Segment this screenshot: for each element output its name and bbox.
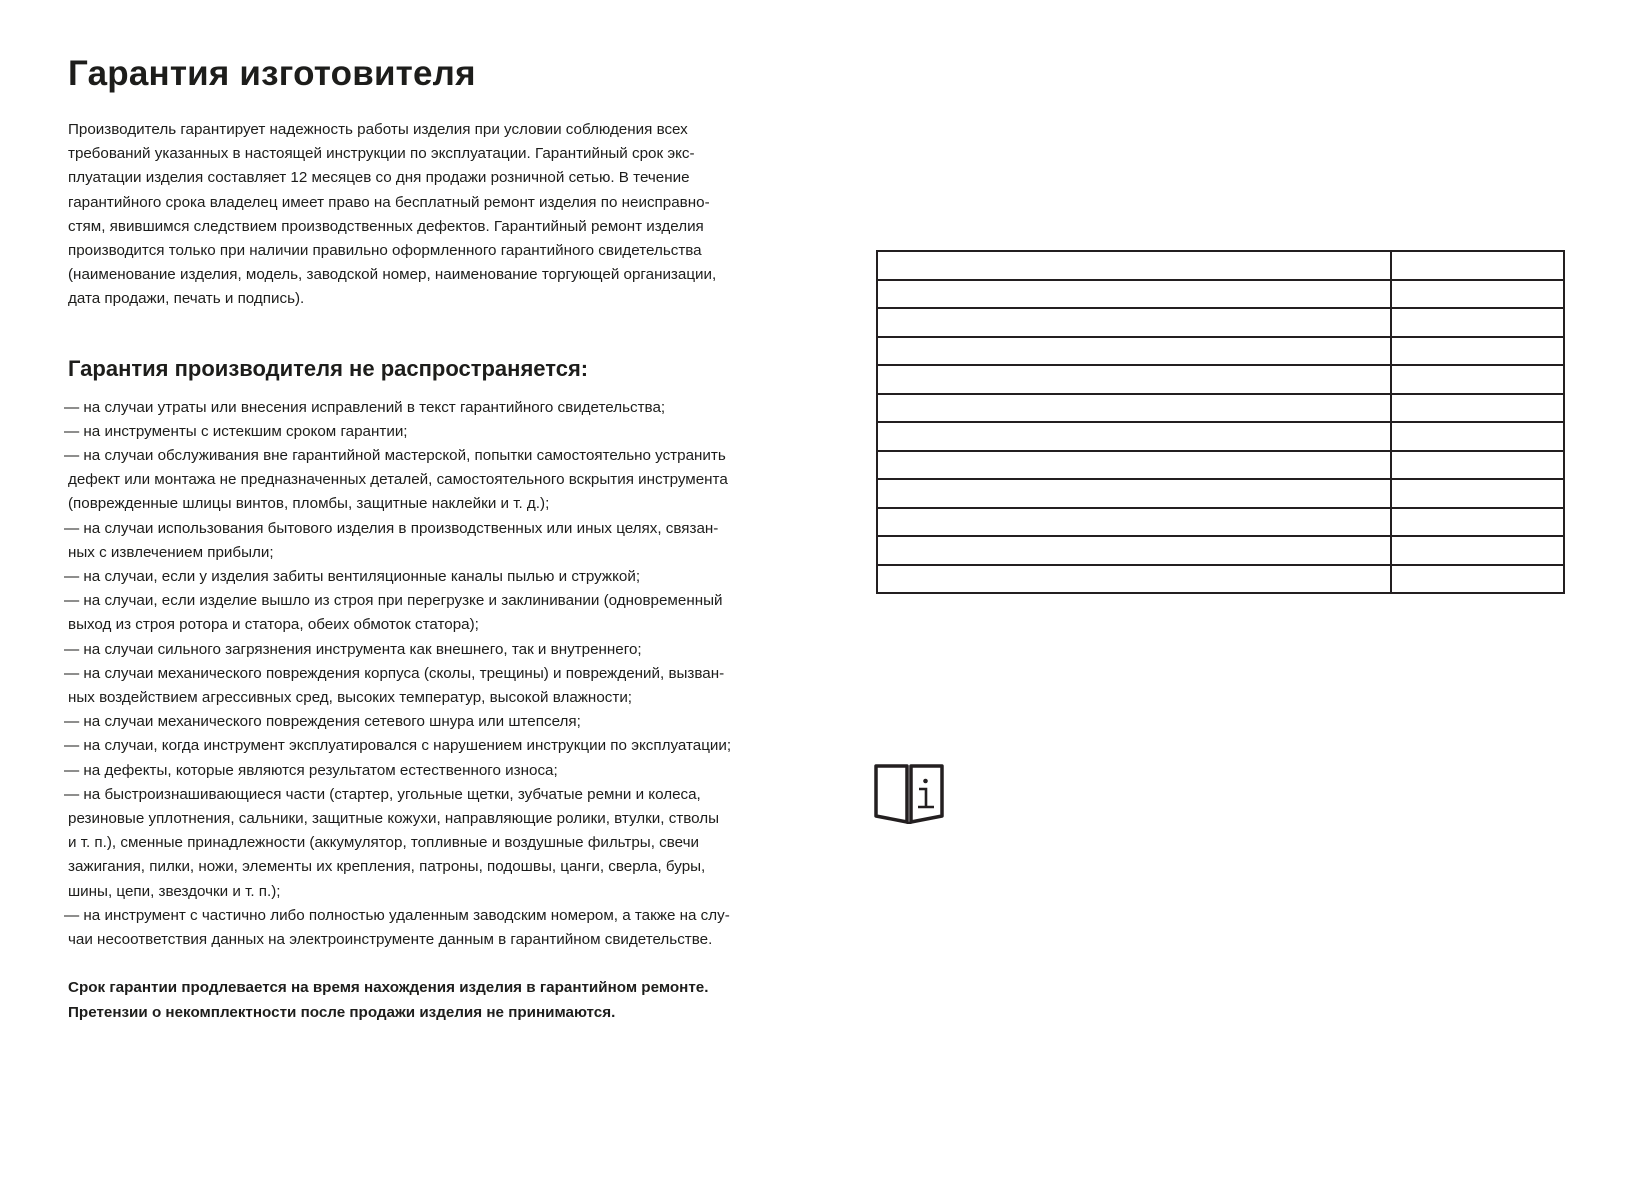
table-row (877, 280, 1564, 309)
exclusion-item: — на случаи механического повреждения сетевого шнура или штепселя; (64, 713, 581, 731)
exclusion-line-continuation: чаи несоответствия данных на электроинструменте данным в гарантийном свидетельстве. (68, 931, 713, 949)
table-row (877, 251, 1564, 280)
record-cell-description (877, 422, 1391, 451)
service-record-table (876, 250, 1565, 594)
notes-block (68, 976, 768, 1024)
record-cell-mark (1391, 280, 1565, 309)
warranty-section (64, 50, 768, 1025)
exclusion-line-continuation: шины, цепи, звездочки и т. п.); (68, 882, 281, 900)
exclusion-item: — на дефекты, которые являются результатом естественного износа; (64, 761, 558, 779)
exclusion-line-continuation: выход из строя ротора и статора, обеих обмоток статора); (68, 616, 479, 634)
record-cell-mark (1391, 479, 1565, 508)
table-row (877, 337, 1564, 366)
intro-paragraph (68, 118, 768, 312)
exclusion-line-continuation: резиновые уплотнения, сальники, защитные кожухи, направляющие ролики, втулки, стволы (68, 810, 720, 828)
intro-line: (наименование изделия, модель, заводской номер, наименование торгующей организации, (68, 266, 717, 284)
exclusion-line-continuation: дефект или монтажа не предназначенных деталей, самостоятельного вскрытия инструмента (68, 471, 728, 489)
table-row (877, 451, 1564, 480)
exclusion-item: — на быстроизнашивающиеся части (стартер, угольные щетки, зубчатые ремни и колеса, (64, 785, 701, 803)
exclusion-item: — на инструменты с истекшим сроком гарантии; (64, 422, 408, 440)
record-cell-mark (1391, 536, 1565, 565)
record-cell-mark (1391, 394, 1565, 423)
exclusion-line-continuation: ных воздействием агрессивных сред, высоких температур, высокой влажности; (68, 689, 633, 707)
exclusion-item: — на случаи утраты или внесения исправлений в текст гарантийного свидетельства; (64, 398, 666, 416)
record-cell-mark (1391, 565, 1565, 594)
record-cell-mark (1391, 365, 1565, 394)
record-cell-mark (1391, 308, 1565, 337)
intro-line: производится только при наличии правильно оформленного гарантийного свидетельства (68, 242, 702, 260)
table-row (877, 308, 1564, 337)
table-row (877, 508, 1564, 537)
table-row (877, 365, 1564, 394)
page-title: Гарантия изготовителя (68, 54, 476, 93)
exclusion-line-continuation: и т. п.), сменные принадлежности (аккумулятор, топливные и воздушные фильтры, свечи (68, 834, 699, 852)
open-book-info-icon (874, 764, 944, 824)
table-row (877, 394, 1564, 423)
intro-line: Производитель гарантирует надежность работы изделия при условии соблюдения всех (68, 121, 688, 138)
exclusion-item: — на инструмент с частично либо полностью удаленным заводским номером, а также на слу- (64, 906, 730, 924)
exclusion-line-continuation: (поврежденные шлицы винтов, пломбы, защитные наклейки и т. д.); (68, 495, 550, 513)
record-cell-mark (1391, 451, 1565, 480)
exclusions-list (64, 396, 768, 953)
exclusion-line-continuation: ных с извлечением прибыли; (68, 543, 274, 561)
intro-line: гарантийного срока владелец имеет право на бесплатный ремонт изделия по неисправно- (68, 193, 710, 211)
record-cell-description (877, 365, 1391, 394)
record-cell-mark (1391, 251, 1565, 280)
table-row (877, 479, 1564, 508)
table-row (877, 422, 1564, 451)
exclusion-item: — на случаи сильного загрязнения инструмента как внешнего, так и внутреннего; (64, 640, 642, 658)
note-completeness-claims: Претензии о некомплектности после продажи изделия не принимаются. (68, 1003, 616, 1021)
record-cell-mark (1391, 337, 1565, 366)
note-warranty-extension: Срок гарантии продлевается на время нахождения изделия в гарантийном ремонте. (68, 979, 709, 997)
record-cell-description (877, 251, 1391, 280)
record-cell-description (877, 508, 1391, 537)
record-cell-mark (1391, 508, 1565, 537)
intro-line: дата продажи, печать и подпись). (68, 290, 305, 308)
exclusion-item: — на случаи, когда инструмент эксплуатировался с нарушением инструкции по эксплуатации; (64, 737, 732, 755)
exclusion-item: — на случаи механического повреждения корпуса (сколы, трещины) и повреждений, вызван- (64, 664, 725, 682)
exclusion-item: — на случаи использования бытового изделия в производственных или иных целях, связан- (64, 519, 719, 537)
record-cell-description (877, 536, 1391, 565)
exclusion-item: — на случаи обслуживания вне гарантийной мастерской, попытки самостоятельно устранить (64, 447, 726, 465)
exclusion-line-continuation: зажигания, пилки, ножи, элементы их крепления, патроны, подошвы, цанги, сверла, буры, (68, 858, 706, 876)
intro-line: плуатации изделия составляет 12 месяцев со дня продажи розничной сетью. В течение (68, 169, 690, 187)
record-cell-mark (1391, 422, 1565, 451)
exclusion-item: — на случаи, если изделие вышло из строя при перегрузке и заклинивании (одновременный (64, 592, 723, 610)
record-cell-description (877, 565, 1391, 594)
record-cell-description (877, 479, 1391, 508)
record-cell-description (877, 308, 1391, 337)
table-row (877, 565, 1564, 594)
record-cell-description (877, 280, 1391, 309)
intro-line: требований указанных в настоящей инструкции по эксплуатации. Гарантийный срок экс- (68, 145, 695, 163)
intro-line: стям, явившимся следствием производственных дефектов. Гарантийный ремонт изделия (68, 217, 704, 235)
exclusion-item: — на случаи, если у изделия забиты вентиляционные каналы пылью и стружкой; (64, 568, 641, 586)
record-cell-description (877, 451, 1391, 480)
record-cell-description (877, 394, 1391, 423)
record-cell-description (877, 337, 1391, 366)
table-row (877, 536, 1564, 565)
exclusions-heading: Гарантия производителя не распространяется: (68, 355, 589, 381)
